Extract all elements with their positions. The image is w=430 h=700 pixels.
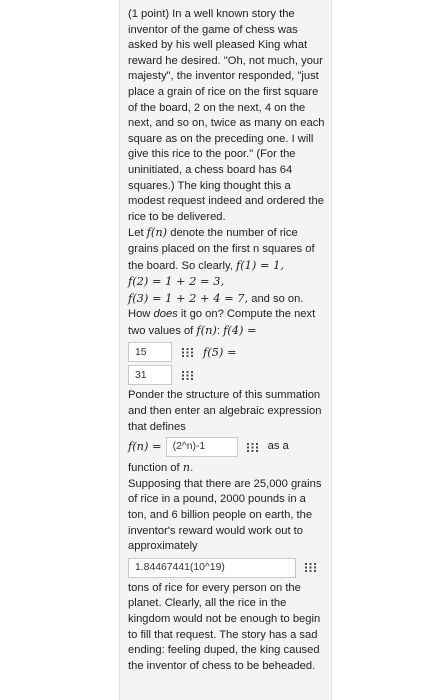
tons-answer-row [128,558,325,578]
grid-icon [182,371,193,380]
problem-panel [119,0,332,700]
f5-answer-input[interactable]: 31 [128,365,172,385]
fn-answer-row [128,437,325,457]
f4-answer-row [128,342,325,362]
closing-text: tons of rice for every person on the planet. Clearly, all the rice in the kingdom would not be enough to begin to fill that request. The story has a sad ending: feeling duped, the king caused the inventor of chess to be beheaded. [128,581,321,672]
f2-line: f(2) = 1 + 2 = 3, [128,274,225,289]
equation-editor-button[interactable] [172,365,202,385]
ponder-text: Ponder the structure of this summation and then enter an algebraic expression that defines [128,389,322,433]
equation-editor-button[interactable] [172,342,202,362]
tons-answer-input[interactable]: 1.84467441(10^19) [128,558,296,578]
f3-line: f(3) = 1 + 2 + 4 = 7, [128,290,249,305]
function-of-n: function of n. [128,460,194,475]
fn-label: f(n) = [128,439,162,454]
grid-icon [305,563,316,572]
f5-answer-row [128,365,325,385]
problem-definition: Let f(n) denote the number of rice grains placed on the first n squares of the board. So clearly, f(1) = 1, f(2) = 1 + 2 = 3, f(3) = 1 + 2 + 4 = 7, and so on. How does it go on? Compute the next two values of f(n): f(4) = [128,225,316,337]
supposing-text: Supposing that there are 25,000 grains of rice in a pound, 2000 pounds in a ton, and 6 billion people on earth, the inventor's reward would work out to approximately [128,477,322,553]
grid-icon [182,348,193,357]
f4-answer-input[interactable]: 15 [128,342,172,362]
grid-icon [247,443,258,452]
problem-intro: (1 point) In a well known story the inventor of the game of chess was asked by his well pleased King what reward he desired. "Oh, not much, your majesty", the inventor responded, "just place a grain of rice on the first square of the board, 2 on the next, 4 on the next, and so on, twice as many on each square as on the preceding one. I will give this rice to the poor." (For the uninitiated, a chess board has 64 squares.) The king thought this a modest request indeed and ordered the rice to be delivered. [128,8,325,223]
equation-editor-button[interactable] [238,437,268,457]
fn-expression-input[interactable]: (2^n)-1 [166,437,238,457]
as-a-text: as a [267,440,289,453]
equation-editor-button[interactable] [296,558,325,578]
f5-label: f(5) = [203,344,237,359]
